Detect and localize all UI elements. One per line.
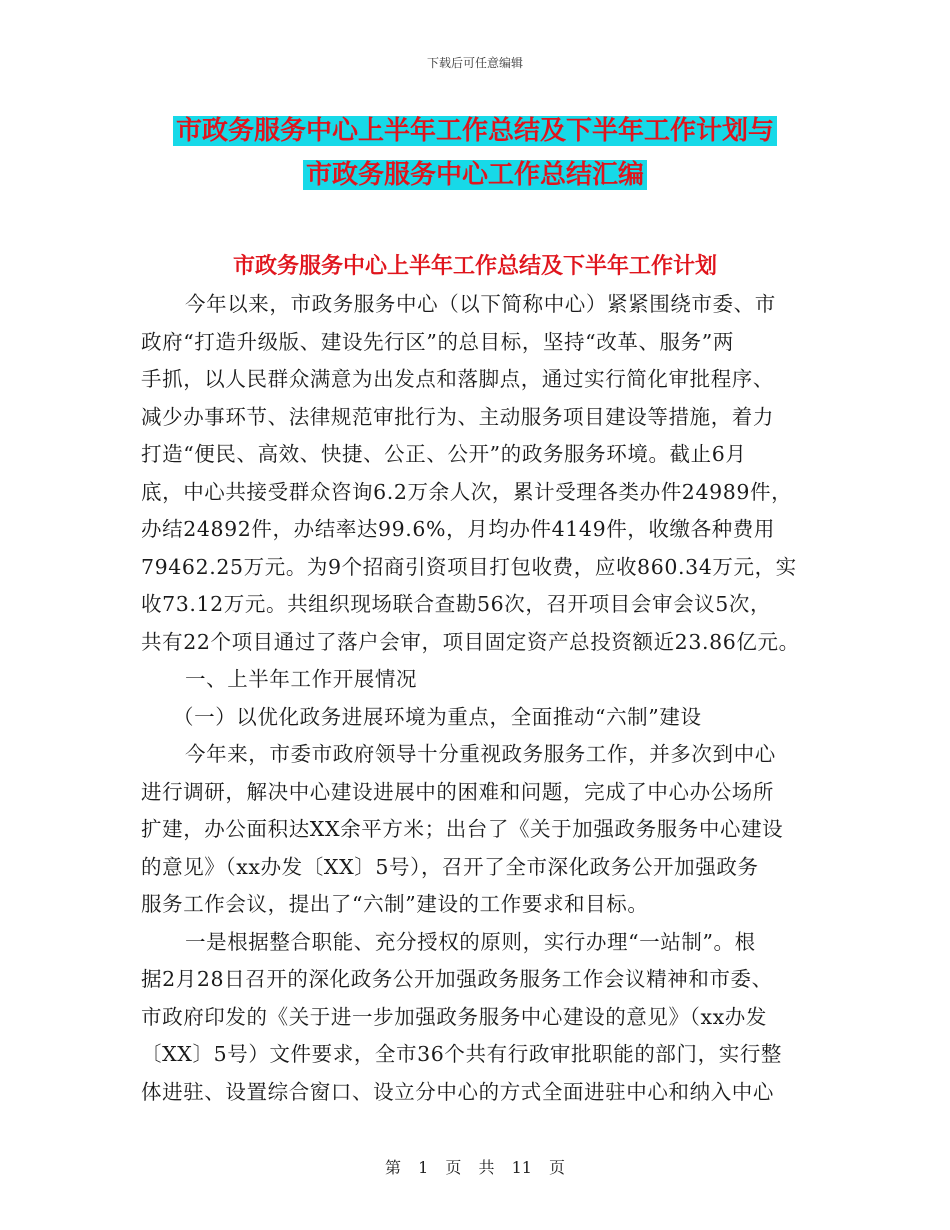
body-line: 今年来，市委市政府领导十分重视政务服务工作，并多次到中心	[185, 742, 776, 766]
body-line: 服务工作会议，提出了“六制”建设的工作要求和目标。	[141, 892, 649, 916]
body-line: 减少办事环节、法律规范审批行为、主动服务项目建设等措施，着力	[141, 404, 774, 429]
document-title-text-2: 市政务服务中心工作总结汇编	[303, 160, 647, 190]
body-line: 扩建，办公面积达XX余平方米；出台了《关于加强政务服务中心建设	[141, 817, 784, 841]
body-line: 体进驻、设置综合窗口、设立分中心的方式全面进驻中心和纳入中心	[141, 1079, 774, 1104]
body-line: 办结24892件，办结率达99.6%，月均办件4149件，收缴各种费用	[141, 517, 776, 541]
document-title-line-1	[0, 114, 950, 148]
body-line: 〔XX〕5号）文件要求，全市36个共有行政审批职能的部门，实行整	[141, 1042, 783, 1066]
body-line: 的意见》（xx办发〔XX〕5号），召开了全市深化政务公开加强政务	[141, 854, 759, 879]
current-page-number: 1	[418, 1158, 429, 1177]
body-line: 一是根据整合职能、充分授权的原则，实行办理“一站制”。根	[185, 929, 756, 954]
body-line: 打造“便民、高效、快捷、公正、公开”的政务服务环境。截止6月	[141, 442, 747, 466]
body-line: 手抓，以人民群众满意为出发点和落脚点，通过实行简化审批程序、	[141, 367, 774, 391]
footer-label-total-unit: 页	[549, 1158, 566, 1177]
subsection-heading: （一）以优化政务进展环境为重点，全面推动“六制”建设	[173, 704, 702, 729]
page-footer	[0, 1155, 950, 1178]
document-body	[141, 286, 811, 1111]
body-line: 底，中心共接受群众咨询6.2万余人次，累计受理各类办件24989件，	[141, 479, 793, 504]
body-line: 收73.12万元。共组织现场联合查勘56次，召开项目会审会议5次，	[141, 592, 772, 616]
body-line: 政府“打造升级版、建设先行区”的总目标，坚持“改革、服务”两	[141, 329, 734, 354]
footer-label-total: 共	[478, 1158, 495, 1177]
section-title: 市政务服务中心上半年工作总结及下半年工作计划	[232, 254, 717, 279]
total-page-count: 11	[511, 1158, 532, 1177]
body-line: 进行调研，解决中心建设进展中的困难和问题，完成了中心办公场所	[141, 779, 774, 804]
body-line: 79462.25万元。为9个招商引资项目打包收费，应收860.34万元，实	[141, 554, 797, 579]
body-line: 今年以来，市政务服务中心（以下简称中心）紧紧围绕市委、市	[185, 292, 776, 316]
section-heading: 一、上半年工作开展情况	[185, 667, 418, 691]
header-note: 下载后可任意编辑	[426, 56, 523, 70]
body-line: 市政府印发的《关于进一步加强政务服务中心建设的意见》（xx办发	[141, 1004, 767, 1029]
body-line: 据2月28日召开的深化政务公开加强政务服务工作会议精神和市委、	[141, 967, 773, 991]
document-title-line-2	[0, 158, 950, 192]
body-line: 共有22个项目通过了落户会审，项目固定资产总投资额近23.86亿元。	[141, 629, 800, 654]
document-title-text-1: 市政务服务中心上半年工作总结及下半年工作计划与	[173, 116, 777, 146]
footer-label-page: 第	[384, 1158, 401, 1177]
footer-label-page-unit: 页	[445, 1158, 462, 1177]
